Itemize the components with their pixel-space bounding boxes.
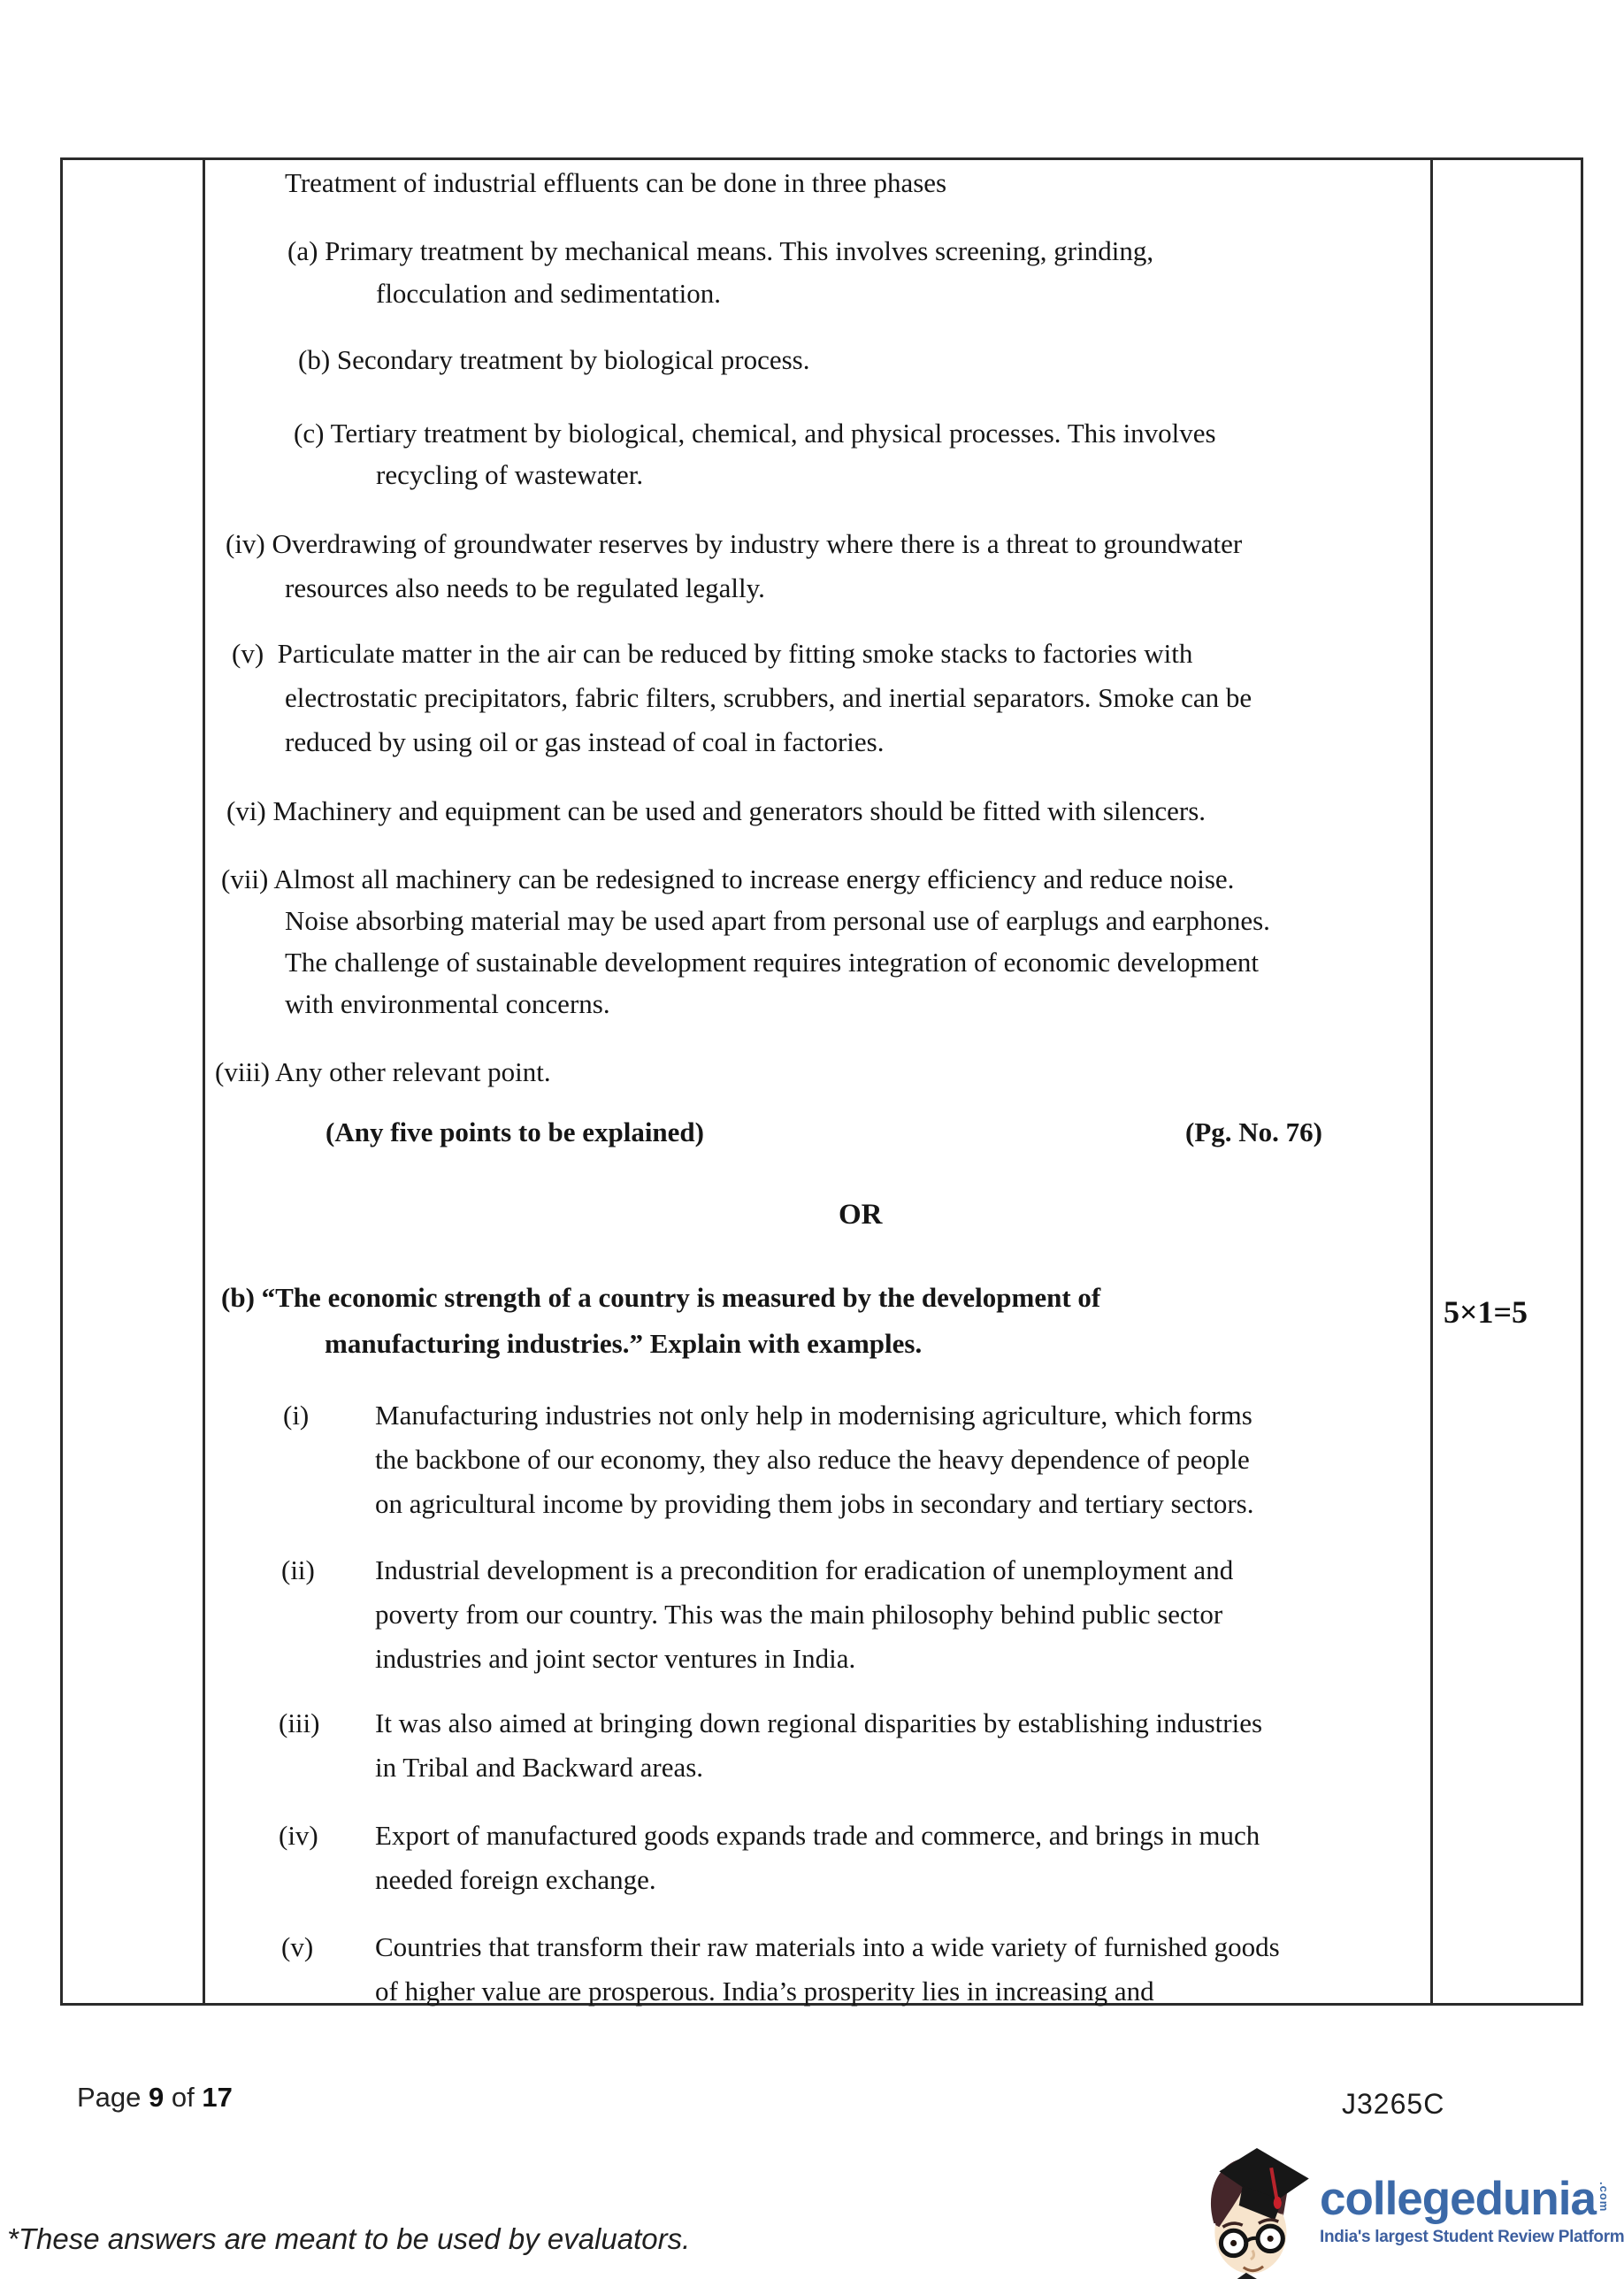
answer-line-v-cont: electrostatic precipitators, fabric filters, scrubbers, and inertial separators. Smoke can be: [285, 682, 1252, 713]
evaluator-disclaimer: *These answers are meant to be used by evaluators.: [7, 2222, 691, 2255]
item-iii-line1: It was also aimed at bringing down regional disparities by establishing industries: [375, 1707, 1263, 1738]
item-label-ii: (ii): [281, 1554, 315, 1585]
page-number-current: 9: [149, 2082, 165, 2113]
answer-line-v-cont2: reduced by using oil or gas instead of coal in factories.: [285, 726, 885, 757]
answer-line-vii-cont2: The challenge of sustainable development requires integration of economic development: [285, 947, 1259, 978]
item-ii-line3: industries and joint sector ventures in India.: [375, 1643, 856, 1674]
item-label-i: (i): [283, 1400, 310, 1431]
page-reference: (Pg. No. 76): [1185, 1116, 1322, 1147]
item-iv-line2: needed foreign exchange.: [375, 1864, 656, 1895]
item-i-line3: on agricultural income by providing them jobs in secondary and tertiary sectors.: [375, 1488, 1254, 1519]
item-i-line2: the backbone of our economy, they also reduce the heavy dependence of people: [375, 1444, 1250, 1475]
page-number-label: Page: [77, 2082, 149, 2113]
answer-intro-line: Treatment of industrial effluents can be done in three phases: [285, 167, 947, 198]
logo-text-block: [1320, 2148, 1624, 2247]
page-number-of: of: [164, 2082, 203, 2113]
logo-brand-text: collegedunia: [1320, 2173, 1596, 2225]
item-v-line1: Countries that transform their raw materials into a wide variety of furnished goods: [375, 1931, 1280, 1962]
item-iii-line2: in Tribal and Backward areas.: [375, 1752, 704, 1783]
or-separator: OR: [839, 1199, 883, 1231]
answer-line-v: (v) Particulate matter in the air can be reduced by fitting smoke stacks to factories with: [232, 638, 1193, 669]
answer-line-b: (b) Secondary treatment by biological process.: [298, 344, 810, 375]
answer-line-viii: (viii) Any other relevant point.: [215, 1056, 551, 1087]
page-number-total: 17: [202, 2082, 233, 2113]
item-label-iv2: (iv): [279, 1820, 318, 1851]
mascot-graduate-icon: [1201, 2148, 1318, 2279]
logo-tld-text: .com: [1597, 2182, 1611, 2213]
collegedunia-logo: [1201, 2148, 1624, 2279]
question-b-line-cont: manufacturing industries.” Explain with examples.: [325, 1328, 923, 1359]
item-label-iii: (iii): [279, 1707, 320, 1738]
answer-line-vii: (vii) Almost all machinery can be redesigned to increase energy efficiency and reduce noise.: [221, 863, 1235, 894]
answer-line-vii-cont3: with environmental concerns.: [285, 988, 610, 1019]
marks-value: 5×1=5: [1444, 1294, 1528, 1330]
item-label-v2: (v): [281, 1931, 314, 1962]
answer-line-vii-cont: Noise absorbing material may be used apart from personal use of earplugs and earphones.: [285, 905, 1270, 936]
answer-line-a: (a) Primary treatment by mechanical means. This involves screening, grinding,: [287, 235, 1154, 266]
item-v-line2: of higher value are prosperous. India’s prosperity lies in increasing and: [375, 1976, 1154, 2007]
answer-line-vi: (vi) Machinery and equipment can be used and generators should be fitted with silencers.: [226, 795, 1207, 826]
answer-line-iv-cont: resources also needs to be regulated legally.: [285, 572, 765, 603]
answer-line-c: (c) Tertiary treatment by biological, chemical, and physical processes. This involves: [294, 418, 1216, 449]
item-i-line1: Manufacturing industries not only help in modernising agriculture, which forms: [375, 1400, 1252, 1431]
item-ii-line2: poverty from our country. This was the main philosophy behind public sector: [375, 1599, 1223, 1630]
points-note: (Any five points to be explained): [326, 1116, 704, 1147]
paper-code: J3265C: [1342, 2088, 1445, 2120]
page-number: [77, 2082, 233, 2114]
logo-tagline-text: India's largest Student Review Platform: [1320, 2228, 1624, 2246]
question-b-line: (b) “The economic strength of a country is measured by the development of: [221, 1282, 1101, 1313]
item-ii-line1: Industrial development is a precondition for eradication of unemployment and: [375, 1554, 1234, 1585]
answer-line-iv: (iv) Overdrawing of groundwater reserves by industry where there is a threat to groundwater: [226, 528, 1243, 559]
answer-line-c-cont: recycling of wastewater.: [376, 459, 644, 490]
answer-line-a-cont: flocculation and sedimentation.: [376, 278, 721, 309]
item-iv-line1: Export of manufactured goods expands trade and commerce, and brings in much: [375, 1820, 1260, 1851]
